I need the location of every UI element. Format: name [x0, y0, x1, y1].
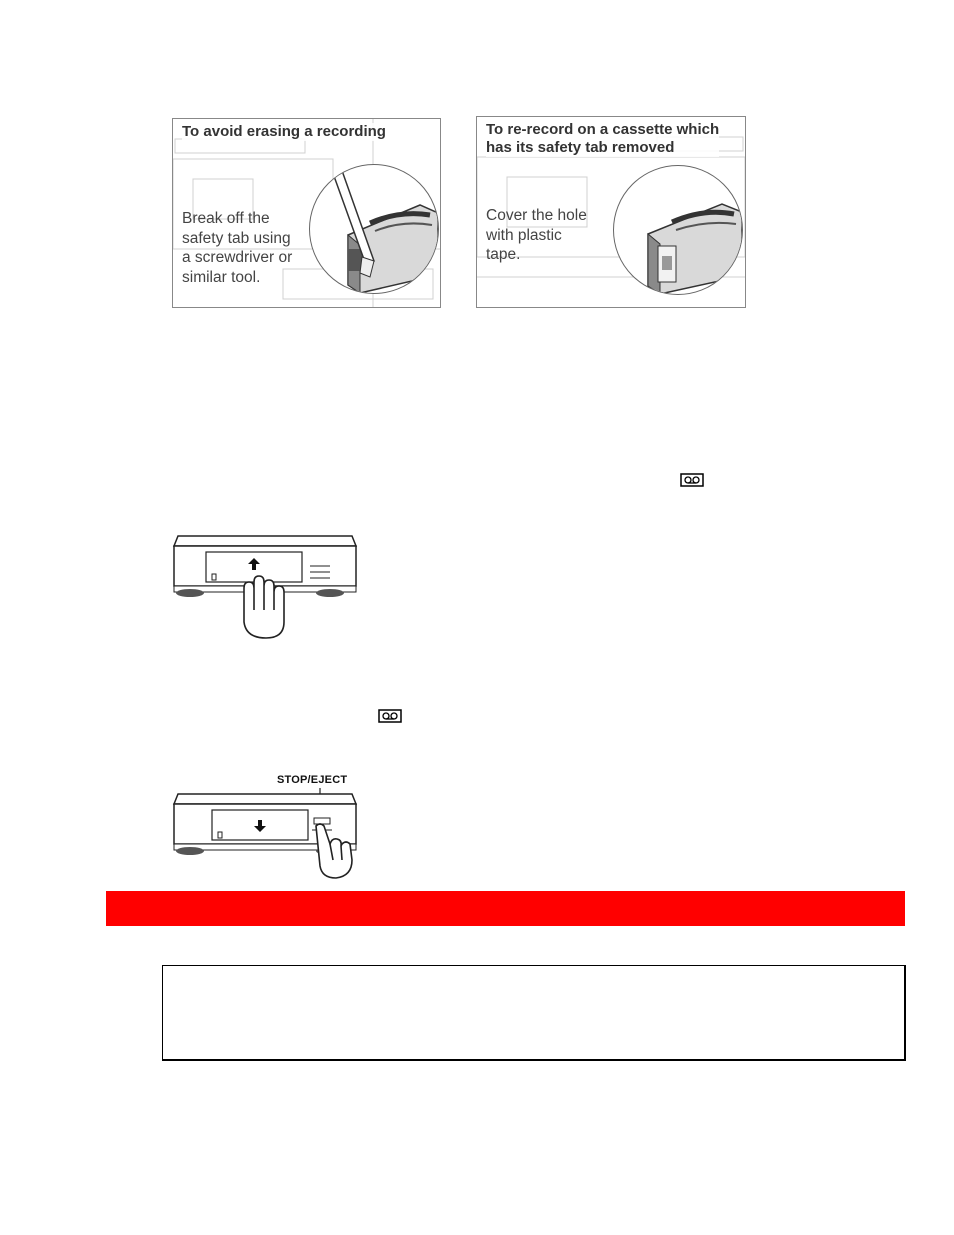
- safety-tab-panel: [172, 118, 441, 308]
- note-box: [162, 965, 906, 1061]
- instruction-line: Cover the hole: [486, 207, 587, 224]
- panel-title-line: To re-record on a cassette which: [486, 121, 720, 138]
- instruction-line: tape.: [486, 246, 521, 263]
- section-header-bar: [106, 891, 905, 926]
- hand-pushing-cassette-icon: [244, 576, 284, 638]
- screwdriver-cassette-illustration: [310, 165, 438, 293]
- cassette-closeup: [309, 164, 439, 294]
- panel-title: [486, 121, 719, 157]
- cassette-icon: [680, 473, 704, 487]
- instruction-line: similar tool.: [182, 268, 261, 286]
- cassette-closeup: [613, 165, 743, 295]
- stop-eject-label: STOP/EJECT: [277, 774, 348, 786]
- vcr-eject-illustration: [170, 788, 362, 880]
- panel-instructions: [486, 206, 587, 265]
- instruction-line: a screwdriver or: [182, 249, 293, 266]
- instruction-line: with plastic: [486, 226, 562, 244]
- panel-instructions: [182, 209, 292, 287]
- vcr-insert-illustration: [170, 530, 360, 642]
- instruction-line: safety tab using: [182, 229, 291, 247]
- panel-title-line: has its safety tab removed: [486, 139, 675, 156]
- instruction-line: Break off the: [182, 210, 270, 227]
- re-record-panel: [476, 116, 746, 308]
- taped-cassette-illustration: [614, 166, 742, 294]
- cassette-icon: [378, 709, 402, 723]
- panel-title: To avoid erasing a recording: [182, 123, 386, 140]
